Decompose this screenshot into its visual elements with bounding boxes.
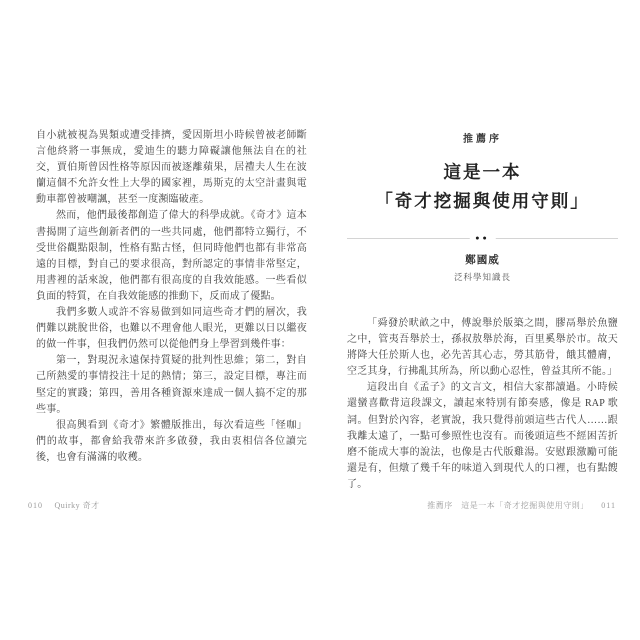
right-page	[347, 130, 618, 493]
left-page-footer	[28, 500, 100, 511]
right-page-footer	[427, 500, 616, 511]
paragraph: 我們多數人或許不容易做到如同這些奇才們的層次，我們難以跳脫世俗，也難以不理會他人眼光，更難以日以繼夜的做一件事，但我們仍然可以從他們身上學習到幾件事：	[36, 307, 307, 351]
preface-title	[347, 158, 618, 216]
footer-chapter-title: 這是一本「奇才挖掘與使用守則」	[461, 501, 589, 510]
paragraph: 這段出自《孟子》的文言文，相信大家都讀過。小時候還蠻喜歡背這段課文，讀起來特別有節奏感，像是 RAP 歌詞。但對於內容，老實說，我只覺得前頭這些古代人……跟我離太遠了，一點可參照性也沒有。而後頭這些不經困苦折磨不能成大事的說法，也像是古代版雞湯。安慰跟激勵可能還是有，但燉了幾千年的味道入到現代人的口裡，也有點餿了。	[347, 382, 618, 490]
paragraph: 第一，對現況永遠保持質疑的批判性思維；第二，對自己所熱愛的事情投注十足的熱情；第三，設定目標，專注而堅定的實踐；第四，善用各種資源來達成一個人搞不定的那些事。	[36, 355, 307, 415]
left-page-body	[36, 128, 307, 466]
right-page-number: 011	[601, 501, 616, 510]
paragraph: 然而，他們最後都創造了偉大的科學成就。《奇才》這本書揭開了這些創新者們的一些共同處，他們都特立獨行，不受世俗觀點限制，性格有點古怪，但同時他們也都有非常高遠的目標，對自己的要求很高，對所認定的事情非常堅定，用書裡的話來說，他們都有很高度的自我效能感。一些看似負面的特質，在自我效能感的推動下，反而成了優點。	[36, 210, 307, 302]
divider-dots-icon: ●●	[469, 233, 495, 243]
preface-title-line1: 這是一本	[443, 162, 522, 182]
footer-chapter-label: 推薦序	[427, 501, 453, 510]
paragraph-quote: 「舜發於畎畝之中，傅說舉於版築之間，膠鬲舉於魚鹽之中，管夷吾舉於士，孫叔敖舉於海，百里奚舉於市。故天將降大任於斯人也，必先苦其心志，勞其筋骨，餓其體膚，空乏其身，行拂亂其所為，所以動心忍性，曾益其所不能。」	[347, 318, 618, 378]
section-label: 推薦序	[463, 134, 502, 145]
preface-title-line2: 「奇才挖掘與使用守則」	[375, 191, 590, 211]
author-block	[347, 252, 618, 283]
right-page-body	[347, 316, 618, 493]
left-page-number: 010	[28, 501, 43, 510]
left-page	[36, 128, 307, 466]
book-title-label: Quirky 奇才	[54, 501, 100, 510]
title-divider	[347, 233, 618, 243]
paragraph: 很高興看到《奇才》繁體版推出，每次看這些「怪咖」們的故事，都會給我帶來許多啟發，我由衷相信各位讀完後，也會有滿滿的收穫。	[36, 419, 307, 463]
paragraph: 自小就被視為異類或遭受排擠，愛因斯坦小時候曾被老師斷言他終將一事無成，愛迪生的聽力障礙讓他無法自在的社交，賈伯斯曾因性格等原因而被逐離蘋果，居禮夫人生在波蘭這個不允許女性上大學的國家裡，馬斯克的太空計畫與電動車都曾被嘲諷，甚至一度瀕臨破產。	[36, 130, 307, 206]
author-title: 泛科學知識長	[453, 272, 511, 282]
author-name: 鄭國威	[465, 255, 500, 266]
